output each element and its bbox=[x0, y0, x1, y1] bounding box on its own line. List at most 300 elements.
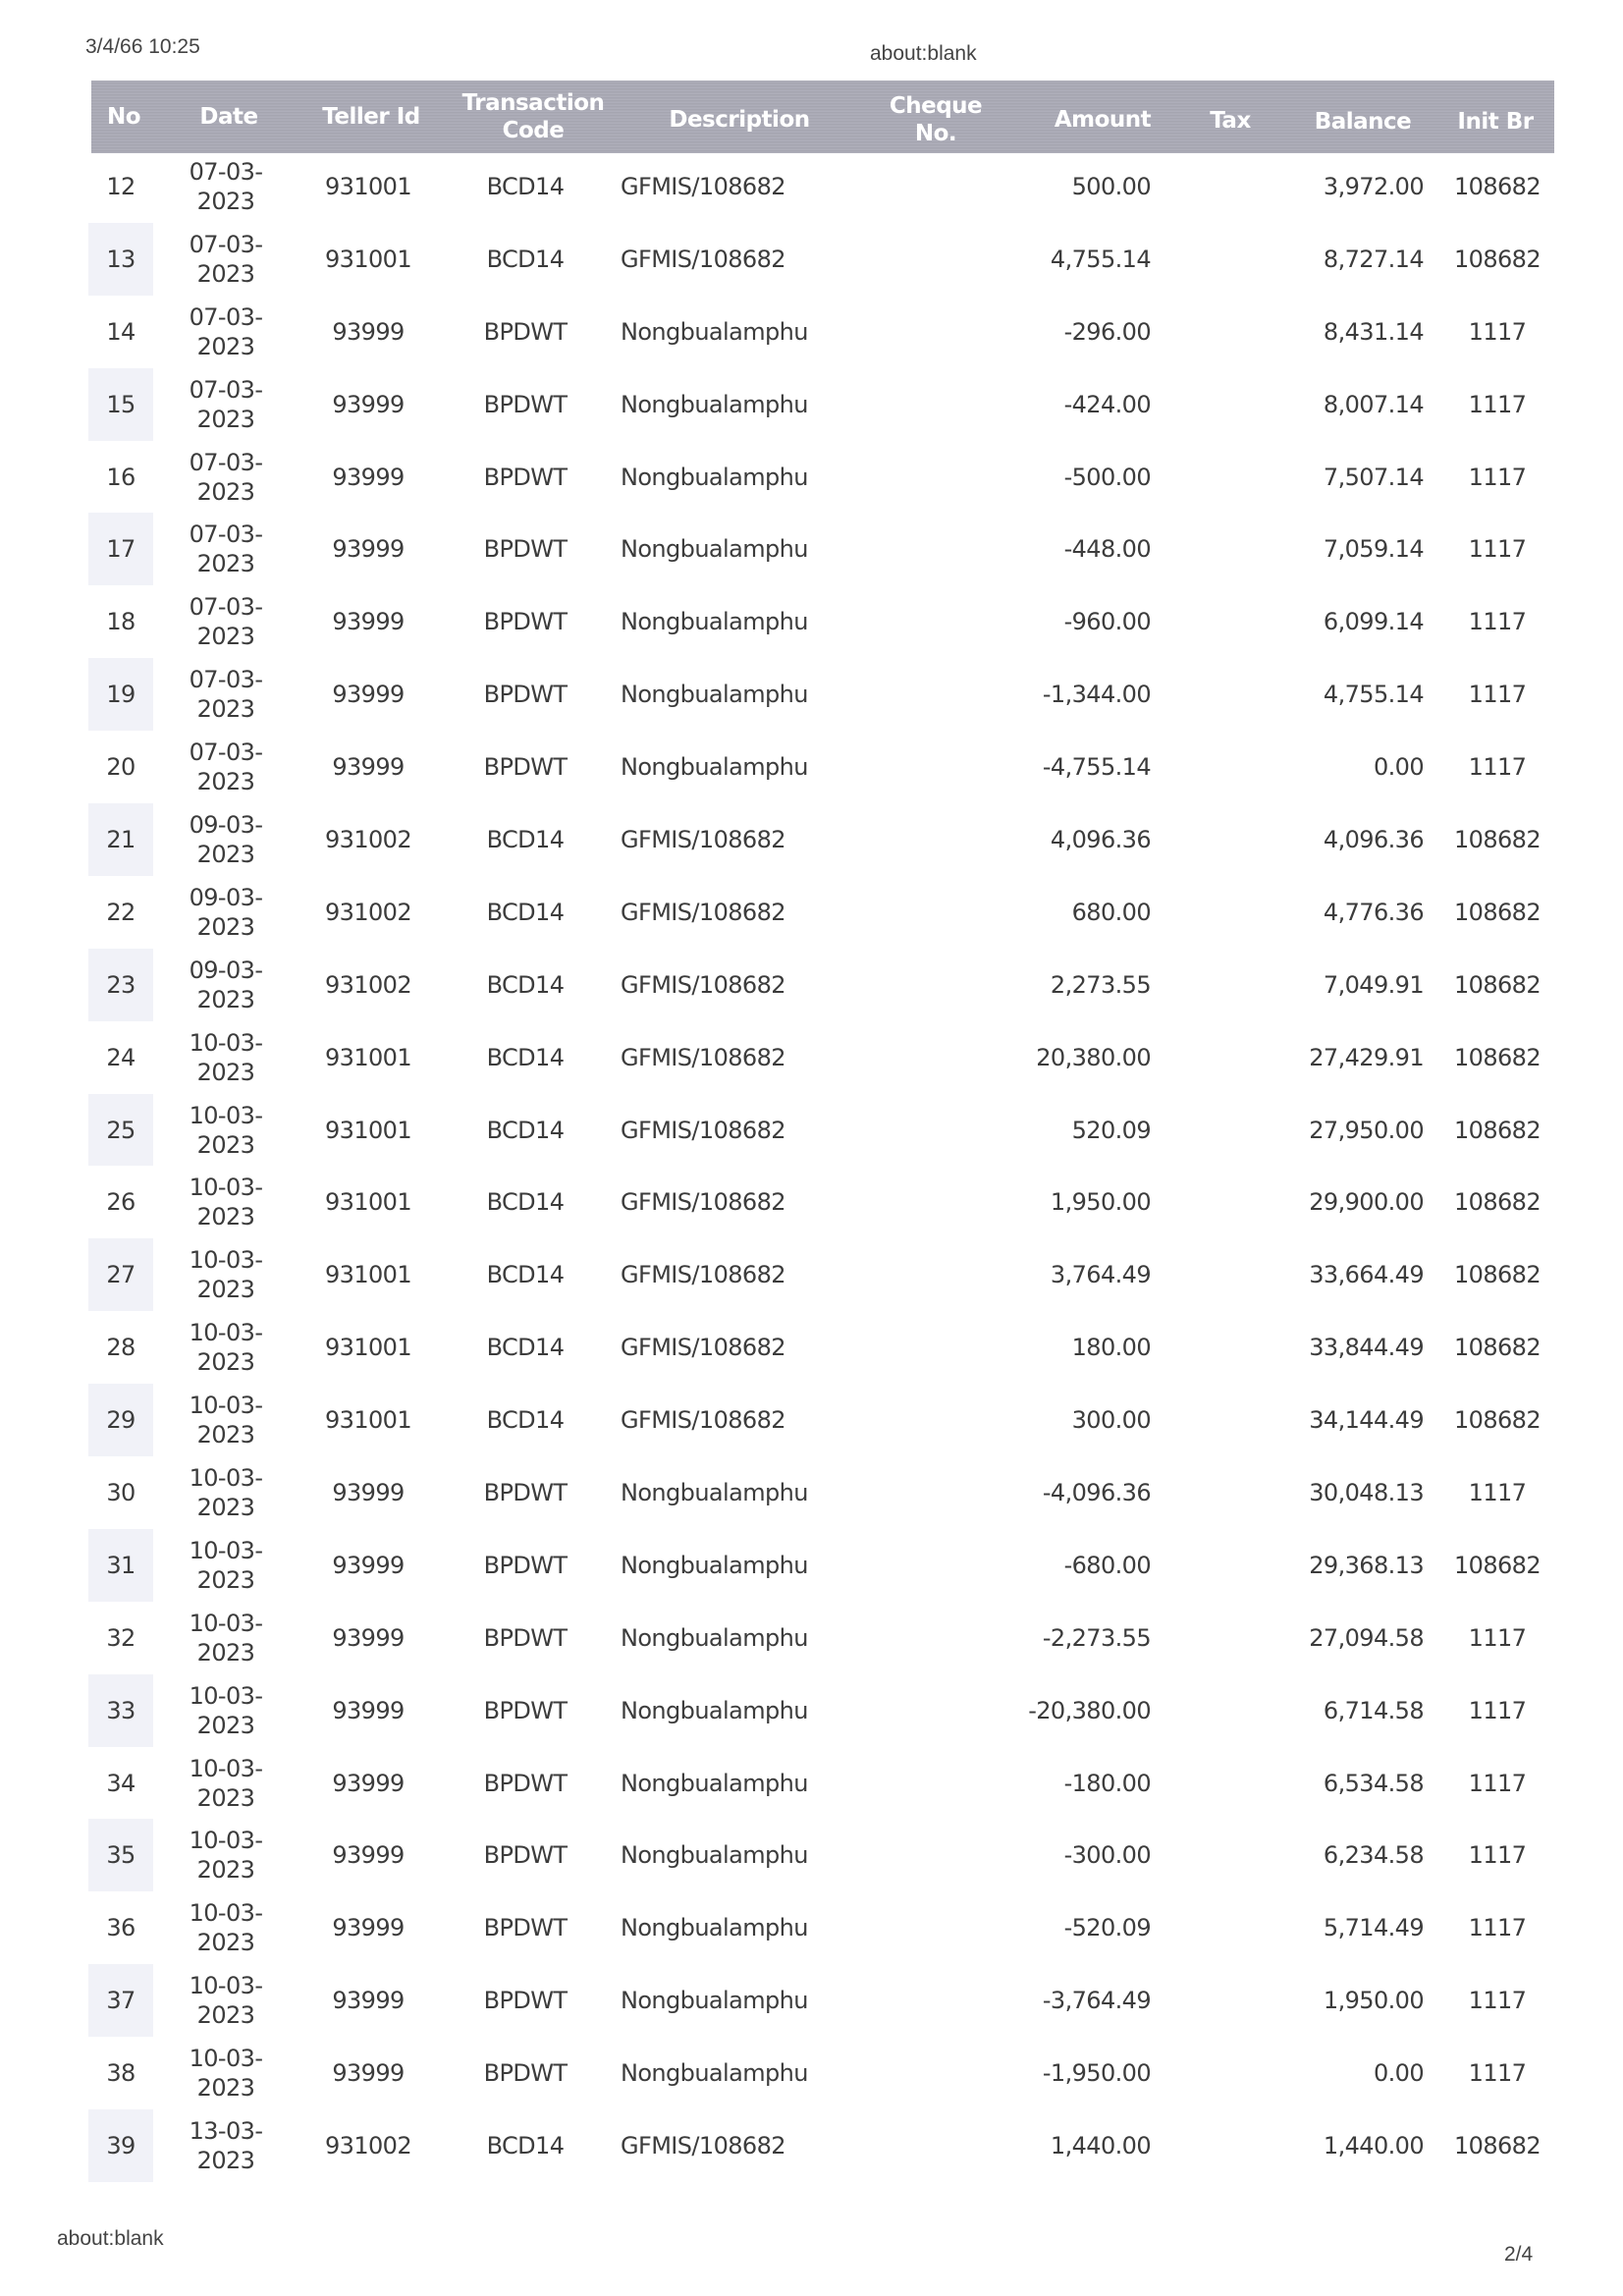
row-init-br: 1117 bbox=[1468, 1478, 1527, 1506]
row-init-br: 1117 bbox=[1468, 1914, 1527, 1942]
row-teller-id: 93999 bbox=[332, 608, 405, 636]
column-header-amount: Amount bbox=[1054, 107, 1152, 133]
row-transaction-code: BPDWT bbox=[483, 1696, 568, 1724]
row-date bbox=[177, 2109, 275, 2182]
row-date bbox=[177, 1964, 275, 2037]
row-description: Nongbualamphu bbox=[621, 753, 808, 782]
row-balance: 33,844.49 bbox=[1309, 1334, 1424, 1362]
table-row bbox=[0, 1747, 1623, 1820]
row-tax bbox=[1178, 513, 1267, 585]
row-number: 39 bbox=[88, 2109, 153, 2182]
transaction-rows bbox=[0, 150, 1623, 2182]
table-row bbox=[0, 1166, 1623, 1238]
row-date-line2: 2023 bbox=[196, 1276, 255, 1304]
row-date-line2: 2023 bbox=[196, 2146, 255, 2174]
row-date-line2: 2023 bbox=[196, 1783, 255, 1812]
row-date-line2: 2023 bbox=[196, 1638, 255, 1667]
column-header-tax: Tax bbox=[1210, 108, 1251, 134]
table-row bbox=[0, 1529, 1623, 1602]
row-description: Nongbualamphu bbox=[621, 2059, 808, 2088]
row-balance: 7,059.14 bbox=[1323, 535, 1424, 564]
row-init-br: 108682 bbox=[1453, 1551, 1542, 1579]
row-number: 31 bbox=[88, 1529, 153, 1602]
row-balance: 0.00 bbox=[1373, 2059, 1424, 2088]
row-date bbox=[177, 658, 275, 731]
table-row bbox=[0, 1891, 1623, 1964]
row-date-line2: 2023 bbox=[196, 1856, 255, 1885]
row-teller-id: 931001 bbox=[324, 1261, 412, 1289]
table-row bbox=[0, 1311, 1623, 1384]
row-init-br: 1117 bbox=[1468, 608, 1527, 636]
row-init-br: 108682 bbox=[1453, 2131, 1542, 2159]
row-amount: -1,950.00 bbox=[1042, 2059, 1151, 2088]
row-teller-id: 931001 bbox=[324, 1188, 412, 1217]
row-teller-id: 93999 bbox=[332, 681, 405, 709]
row-date-line1: 10-03- bbox=[189, 2045, 263, 2073]
row-description: Nongbualamphu bbox=[621, 1914, 808, 1942]
row-description: Nongbualamphu bbox=[621, 390, 808, 418]
row-balance: 8,727.14 bbox=[1323, 245, 1424, 273]
row-balance: 27,094.58 bbox=[1309, 1623, 1424, 1652]
table-row bbox=[0, 1602, 1623, 1674]
row-balance: 27,950.00 bbox=[1309, 1116, 1424, 1144]
row-teller-id: 93999 bbox=[332, 1478, 405, 1506]
row-init-br: 108682 bbox=[1453, 1334, 1542, 1362]
row-balance: 29,900.00 bbox=[1309, 1188, 1424, 1217]
print-timestamp: 3/4/66 10:25 bbox=[85, 35, 200, 58]
row-number: 22 bbox=[106, 898, 135, 926]
row-transaction-code: BPDWT bbox=[483, 681, 568, 709]
row-description: Nongbualamphu bbox=[621, 1478, 808, 1506]
row-tax bbox=[1178, 1747, 1267, 1820]
column-header-date: Date bbox=[199, 104, 258, 130]
row-amount: -424.00 bbox=[1063, 390, 1151, 418]
row-tax bbox=[1178, 585, 1267, 658]
row-tax bbox=[1178, 1094, 1267, 1167]
row-date-line1: 10-03- bbox=[189, 1463, 263, 1492]
row-tax bbox=[1178, 876, 1267, 949]
row-description: GFMIS/108682 bbox=[621, 970, 785, 999]
row-date-line1: 07-03- bbox=[189, 302, 263, 331]
row-number: 35 bbox=[88, 1819, 153, 1891]
row-date bbox=[177, 1311, 275, 1384]
row-date-line2: 2023 bbox=[196, 1711, 255, 1739]
row-amount: -520.09 bbox=[1063, 1914, 1151, 1942]
row-date bbox=[177, 296, 275, 368]
row-date-line2: 2023 bbox=[196, 187, 255, 215]
row-amount: -500.00 bbox=[1063, 463, 1151, 491]
row-date-line1: 10-03- bbox=[189, 1827, 263, 1855]
row-transaction-code: BCD14 bbox=[486, 1116, 565, 1144]
row-tax bbox=[1178, 1166, 1267, 1238]
row-transaction-code: BCD14 bbox=[486, 1043, 565, 1071]
row-number: 30 bbox=[106, 1478, 135, 1506]
row-description: Nongbualamphu bbox=[621, 1696, 808, 1724]
row-date-line2: 2023 bbox=[196, 1929, 255, 1957]
row-balance: 4,755.14 bbox=[1323, 681, 1424, 709]
row-tax bbox=[1178, 368, 1267, 441]
row-transaction-code: BCD14 bbox=[486, 1261, 565, 1289]
table-row bbox=[0, 223, 1623, 296]
row-amount: 1,950.00 bbox=[1050, 1188, 1151, 1217]
row-amount: -2,273.55 bbox=[1042, 1623, 1151, 1652]
row-amount: -4,755.14 bbox=[1042, 753, 1151, 782]
row-description: GFMIS/108682 bbox=[621, 1188, 785, 1217]
row-init-br: 108682 bbox=[1453, 1406, 1542, 1435]
row-balance: 30,048.13 bbox=[1309, 1478, 1424, 1506]
row-date-line1: 13-03- bbox=[189, 2116, 263, 2145]
row-description: GFMIS/108682 bbox=[621, 172, 785, 200]
table-row bbox=[0, 876, 1623, 949]
table-row bbox=[0, 1819, 1623, 1891]
row-date bbox=[177, 223, 275, 296]
row-date-line2: 2023 bbox=[196, 477, 255, 506]
row-date-line1: 10-03- bbox=[189, 1536, 263, 1564]
row-transaction-code: BCD14 bbox=[486, 898, 565, 926]
row-amount: 4,096.36 bbox=[1050, 825, 1151, 853]
row-tax bbox=[1178, 1964, 1267, 2037]
row-date-line1: 07-03- bbox=[189, 375, 263, 404]
row-transaction-code: BCD14 bbox=[486, 825, 565, 853]
table-row bbox=[0, 1964, 1623, 2037]
row-amount: -448.00 bbox=[1063, 535, 1151, 564]
row-transaction-code: BPDWT bbox=[483, 1841, 568, 1870]
row-balance: 8,431.14 bbox=[1323, 317, 1424, 346]
row-teller-id: 93999 bbox=[332, 317, 405, 346]
row-balance: 33,664.49 bbox=[1309, 1261, 1424, 1289]
row-number: 15 bbox=[88, 368, 153, 441]
row-tax bbox=[1178, 1238, 1267, 1311]
row-number: 37 bbox=[88, 1964, 153, 2037]
row-init-br: 108682 bbox=[1453, 172, 1542, 200]
row-init-br: 1117 bbox=[1468, 1769, 1527, 1797]
row-number: 29 bbox=[88, 1384, 153, 1456]
row-teller-id: 931002 bbox=[324, 898, 412, 926]
row-date-line1: 10-03- bbox=[189, 1174, 263, 1202]
row-number: 13 bbox=[88, 223, 153, 296]
row-description: GFMIS/108682 bbox=[621, 245, 785, 273]
row-init-br: 108682 bbox=[1453, 245, 1542, 273]
row-date-line2: 2023 bbox=[196, 840, 255, 868]
row-date-line1: 07-03- bbox=[189, 448, 263, 476]
row-tax bbox=[1178, 296, 1267, 368]
row-date-line2: 2023 bbox=[196, 1348, 255, 1377]
row-teller-id: 931001 bbox=[324, 1406, 412, 1435]
row-init-br: 1117 bbox=[1468, 535, 1527, 564]
row-description: Nongbualamphu bbox=[621, 463, 808, 491]
row-date-line2: 2023 bbox=[196, 332, 255, 360]
row-date bbox=[177, 1602, 275, 1674]
row-date bbox=[177, 150, 275, 223]
row-date-line2: 2023 bbox=[196, 1203, 255, 1231]
row-description: GFMIS/108682 bbox=[621, 898, 785, 926]
table-row bbox=[0, 1238, 1623, 1311]
row-transaction-code: BPDWT bbox=[483, 317, 568, 346]
row-number: 34 bbox=[106, 1769, 135, 1797]
row-balance: 4,096.36 bbox=[1323, 825, 1424, 853]
row-amount: 680.00 bbox=[1071, 898, 1151, 926]
row-date-line1: 10-03- bbox=[189, 1319, 263, 1347]
row-tax bbox=[1178, 1819, 1267, 1891]
row-init-br: 108682 bbox=[1453, 1188, 1542, 1217]
row-date-line2: 2023 bbox=[196, 2074, 255, 2103]
row-date-line1: 07-03- bbox=[189, 666, 263, 694]
table-row bbox=[0, 658, 1623, 731]
row-init-br: 108682 bbox=[1453, 1261, 1542, 1289]
row-balance: 27,429.91 bbox=[1309, 1043, 1424, 1071]
row-description: GFMIS/108682 bbox=[621, 825, 785, 853]
row-date-line1: 10-03- bbox=[189, 1101, 263, 1129]
row-number: 17 bbox=[88, 513, 153, 585]
row-init-br: 108682 bbox=[1453, 825, 1542, 853]
column-header-transaction-code bbox=[461, 81, 605, 153]
row-amount: -300.00 bbox=[1063, 1841, 1151, 1870]
row-init-br: 108682 bbox=[1453, 1116, 1542, 1144]
table-header bbox=[91, 81, 1554, 153]
row-date-line1: 07-03- bbox=[189, 230, 263, 258]
row-number: 21 bbox=[88, 803, 153, 876]
row-description: Nongbualamphu bbox=[621, 535, 808, 564]
row-amount: -680.00 bbox=[1063, 1551, 1151, 1579]
row-init-br: 108682 bbox=[1453, 1043, 1542, 1071]
row-date bbox=[177, 1819, 275, 1891]
row-balance: 29,368.13 bbox=[1309, 1551, 1424, 1579]
row-balance: 5,714.49 bbox=[1323, 1914, 1424, 1942]
row-init-br: 108682 bbox=[1453, 898, 1542, 926]
row-date-line2: 2023 bbox=[196, 768, 255, 796]
row-transaction-code: BPDWT bbox=[483, 1478, 568, 1506]
row-transaction-code: BPDWT bbox=[483, 1551, 568, 1579]
row-date bbox=[177, 441, 275, 514]
footer-url: about:blank bbox=[57, 2227, 164, 2250]
row-date bbox=[177, 1094, 275, 1167]
row-amount: -20,380.00 bbox=[1028, 1696, 1151, 1724]
row-teller-id: 93999 bbox=[332, 1623, 405, 1652]
row-amount: 3,764.49 bbox=[1050, 1261, 1151, 1289]
row-transaction-code: BPDWT bbox=[483, 1769, 568, 1797]
row-init-br: 1117 bbox=[1468, 317, 1527, 346]
row-tax bbox=[1178, 1456, 1267, 1529]
row-tax bbox=[1178, 441, 1267, 514]
row-init-br: 1117 bbox=[1468, 1841, 1527, 1870]
table-row bbox=[0, 2037, 1623, 2109]
footer-page-number: 2/4 bbox=[1504, 2243, 1534, 2266]
row-date-line2: 2023 bbox=[196, 695, 255, 724]
column-header-balance: Balance bbox=[1314, 109, 1412, 135]
row-teller-id: 931001 bbox=[324, 245, 412, 273]
page-title: about:blank bbox=[870, 42, 977, 65]
row-date-line1: 10-03- bbox=[189, 1246, 263, 1275]
row-balance: 0.00 bbox=[1373, 753, 1424, 782]
table-row bbox=[0, 1674, 1623, 1747]
row-balance: 7,049.91 bbox=[1323, 970, 1424, 999]
row-amount: -960.00 bbox=[1063, 608, 1151, 636]
row-description: Nongbualamphu bbox=[621, 1623, 808, 1652]
table-row bbox=[0, 513, 1623, 585]
row-init-br: 1117 bbox=[1468, 681, 1527, 709]
row-init-br: 1117 bbox=[1468, 390, 1527, 418]
row-balance: 7,507.14 bbox=[1323, 463, 1424, 491]
row-transaction-code: BCD14 bbox=[486, 2131, 565, 2159]
row-date bbox=[177, 368, 275, 441]
row-date bbox=[177, 513, 275, 585]
row-date bbox=[177, 1021, 275, 1094]
row-date bbox=[177, 1747, 275, 1820]
table-row bbox=[0, 150, 1623, 223]
row-number: 24 bbox=[106, 1043, 135, 1071]
row-date bbox=[177, 585, 275, 658]
row-date-line2: 2023 bbox=[196, 550, 255, 578]
row-date-line2: 2023 bbox=[196, 985, 255, 1013]
row-date-line1: 10-03- bbox=[189, 1972, 263, 2000]
row-balance: 6,234.58 bbox=[1323, 1841, 1424, 1870]
row-number: 12 bbox=[106, 172, 135, 200]
row-date-line2: 2023 bbox=[196, 1421, 255, 1449]
row-date-line1: 07-03- bbox=[189, 593, 263, 622]
row-tax bbox=[1178, 1674, 1267, 1747]
row-teller-id: 93999 bbox=[332, 1914, 405, 1942]
row-init-br: 1117 bbox=[1468, 1696, 1527, 1724]
row-date bbox=[177, 1238, 275, 1311]
table-row bbox=[0, 1384, 1623, 1456]
row-transaction-code: BPDWT bbox=[483, 463, 568, 491]
row-teller-id: 93999 bbox=[332, 1551, 405, 1579]
row-number: 36 bbox=[106, 1914, 135, 1942]
row-date-line1: 10-03- bbox=[189, 1681, 263, 1710]
row-init-br: 1117 bbox=[1468, 1623, 1527, 1652]
row-date bbox=[177, 949, 275, 1021]
row-transaction-code: BCD14 bbox=[486, 1188, 565, 1217]
row-date-line2: 2023 bbox=[196, 912, 255, 941]
row-date-line2: 2023 bbox=[196, 2001, 255, 2030]
row-amount: 1,440.00 bbox=[1050, 2131, 1151, 2159]
row-transaction-code: BPDWT bbox=[483, 1914, 568, 1942]
row-teller-id: 931001 bbox=[324, 1043, 412, 1071]
row-amount: 20,380.00 bbox=[1036, 1043, 1151, 1071]
row-teller-id: 931001 bbox=[324, 1116, 412, 1144]
row-number: 38 bbox=[106, 2059, 135, 2088]
row-transaction-code: BPDWT bbox=[483, 2059, 568, 2088]
row-balance: 4,776.36 bbox=[1323, 898, 1424, 926]
row-tax bbox=[1178, 1384, 1267, 1456]
row-init-br: 108682 bbox=[1453, 970, 1542, 999]
row-date bbox=[177, 1529, 275, 1602]
row-description: GFMIS/108682 bbox=[621, 1043, 785, 1071]
row-tax bbox=[1178, 223, 1267, 296]
row-amount: 300.00 bbox=[1071, 1406, 1151, 1435]
row-amount: 4,755.14 bbox=[1050, 245, 1151, 273]
row-teller-id: 93999 bbox=[332, 1987, 405, 2015]
row-teller-id: 93999 bbox=[332, 1696, 405, 1724]
row-balance: 1,950.00 bbox=[1323, 1987, 1424, 2015]
row-number: 19 bbox=[88, 658, 153, 731]
row-tax bbox=[1178, 2109, 1267, 2182]
row-teller-id: 93999 bbox=[332, 390, 405, 418]
row-init-br: 1117 bbox=[1468, 753, 1527, 782]
column-header-no: No bbox=[106, 104, 141, 130]
row-date-line1: 09-03- bbox=[189, 810, 263, 839]
column-header-transaction-code-line1: Transaction bbox=[461, 90, 605, 116]
row-tax bbox=[1178, 1021, 1267, 1094]
row-teller-id: 93999 bbox=[332, 2059, 405, 2088]
row-teller-id: 931001 bbox=[324, 172, 412, 200]
row-number: 18 bbox=[106, 608, 135, 636]
row-tax bbox=[1178, 949, 1267, 1021]
row-balance: 6,099.14 bbox=[1323, 608, 1424, 636]
row-transaction-code: BCD14 bbox=[486, 1334, 565, 1362]
row-tax bbox=[1178, 2037, 1267, 2109]
row-balance: 6,534.58 bbox=[1323, 1769, 1424, 1797]
row-number: 16 bbox=[106, 463, 135, 491]
row-transaction-code: BCD14 bbox=[486, 1406, 565, 1435]
row-amount: -296.00 bbox=[1063, 317, 1151, 346]
row-transaction-code: BPDWT bbox=[483, 608, 568, 636]
row-amount: -1,344.00 bbox=[1042, 681, 1151, 709]
row-date-line1: 10-03- bbox=[189, 1899, 263, 1928]
row-tax bbox=[1178, 1529, 1267, 1602]
row-tax bbox=[1178, 803, 1267, 876]
row-tax bbox=[1178, 150, 1267, 223]
row-transaction-code: BPDWT bbox=[483, 1987, 568, 2015]
row-description: GFMIS/108682 bbox=[621, 1116, 785, 1144]
row-init-br: 1117 bbox=[1468, 1987, 1527, 2015]
row-number: 23 bbox=[88, 949, 153, 1021]
row-teller-id: 931001 bbox=[324, 1334, 412, 1362]
row-teller-id: 93999 bbox=[332, 463, 405, 491]
row-date bbox=[177, 1891, 275, 1964]
row-description: GFMIS/108682 bbox=[621, 1406, 785, 1435]
row-tax bbox=[1178, 1891, 1267, 1964]
row-date-line1: 10-03- bbox=[189, 1392, 263, 1420]
row-balance: 6,714.58 bbox=[1323, 1696, 1424, 1724]
row-number: 27 bbox=[88, 1238, 153, 1311]
row-tax bbox=[1178, 658, 1267, 731]
row-date-line1: 07-03- bbox=[189, 520, 263, 549]
row-tax bbox=[1178, 1602, 1267, 1674]
row-transaction-code: BCD14 bbox=[486, 172, 565, 200]
row-date bbox=[177, 1674, 275, 1747]
table-row bbox=[0, 296, 1623, 368]
table-row bbox=[0, 368, 1623, 441]
row-date-line1: 10-03- bbox=[189, 1028, 263, 1057]
column-header-teller-id: Teller Id bbox=[322, 104, 420, 130]
row-transaction-code: BPDWT bbox=[483, 753, 568, 782]
row-date-line2: 2023 bbox=[196, 259, 255, 288]
row-teller-id: 93999 bbox=[332, 753, 405, 782]
table-row bbox=[0, 441, 1623, 514]
row-number: 28 bbox=[106, 1334, 135, 1362]
row-description: Nongbualamphu bbox=[621, 1551, 808, 1579]
row-tax bbox=[1178, 731, 1267, 803]
row-teller-id: 93999 bbox=[332, 535, 405, 564]
table-row bbox=[0, 585, 1623, 658]
row-transaction-code: BPDWT bbox=[483, 1623, 568, 1652]
table-row bbox=[0, 1456, 1623, 1529]
row-description: Nongbualamphu bbox=[621, 1987, 808, 2015]
row-date bbox=[177, 2037, 275, 2109]
row-transaction-code: BPDWT bbox=[483, 535, 568, 564]
table-row bbox=[0, 2109, 1623, 2182]
row-description: Nongbualamphu bbox=[621, 1769, 808, 1797]
row-teller-id: 931002 bbox=[324, 825, 412, 853]
row-balance: 34,144.49 bbox=[1309, 1406, 1424, 1435]
row-date-line1: 09-03- bbox=[189, 956, 263, 984]
row-amount: 180.00 bbox=[1071, 1334, 1151, 1362]
row-number: 33 bbox=[88, 1674, 153, 1747]
row-description: GFMIS/108682 bbox=[621, 2131, 785, 2159]
row-amount: -4,096.36 bbox=[1042, 1478, 1151, 1506]
row-balance: 1,440.00 bbox=[1323, 2131, 1424, 2159]
